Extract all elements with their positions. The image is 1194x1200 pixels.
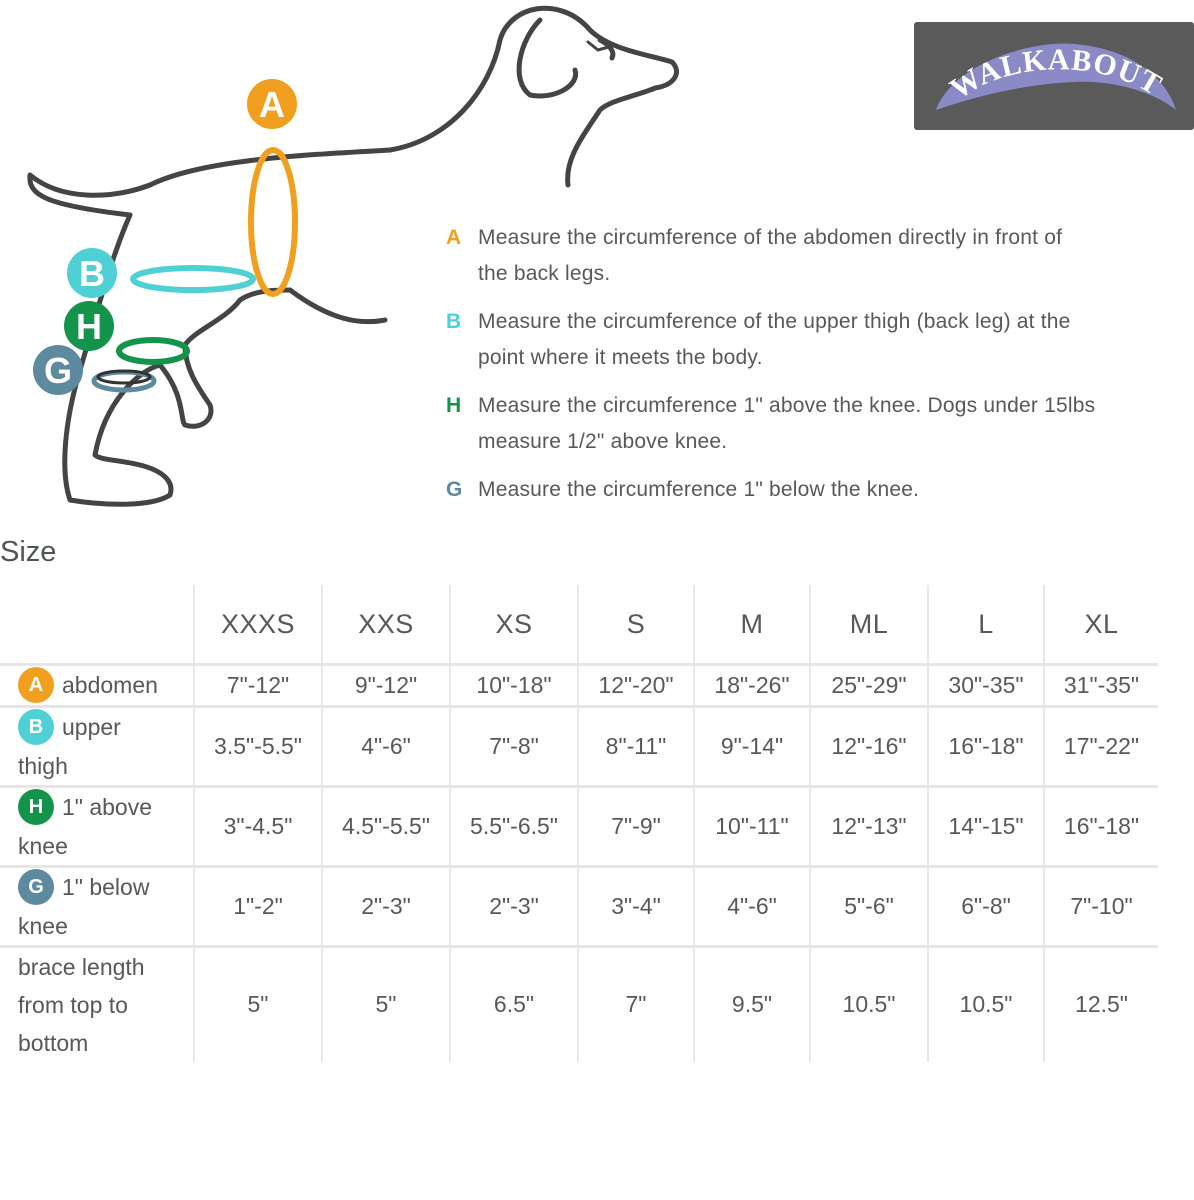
table-cell: 5"-6": [810, 866, 928, 946]
table-cell: 7"-10": [1044, 866, 1158, 946]
table-cell: 7"-8": [450, 706, 578, 786]
table-cell: 8"-11": [578, 706, 694, 786]
table-cell: 5.5"-6.5": [450, 786, 578, 866]
header-size: XXXS: [194, 585, 322, 665]
instruction-a: [446, 220, 1186, 292]
instruction-line: Measure the circumference 1" below the knee.: [478, 478, 920, 501]
table-cell: 12.5": [1044, 946, 1158, 1062]
instruction-line: Measure the circumference of the upper thigh (back leg) at the: [478, 310, 1071, 333]
instruction-h: [446, 388, 1186, 460]
row-label: [0, 866, 194, 946]
row-label-text: abdomen: [62, 672, 158, 698]
badge-h: [64, 301, 114, 351]
table-cell: 10.5": [810, 946, 928, 1062]
table-cell: 4"-6": [322, 706, 450, 786]
table-cell: 9"-14": [694, 706, 810, 786]
header-size: XXS: [322, 585, 450, 665]
table-cell: 4.5"-5.5": [322, 786, 450, 866]
header-size: XS: [450, 585, 578, 665]
boomerang-logo-graphic: [914, 22, 1194, 130]
table-cell: 30"-35": [928, 665, 1044, 707]
table-cell: 5": [194, 946, 322, 1062]
instruction-line: point where it meets the body.: [478, 346, 763, 369]
row-label: [0, 786, 194, 866]
table-cell: 12"-13": [810, 786, 928, 866]
above-knee-loop: [119, 340, 187, 362]
table-row-brace-length: [0, 946, 1158, 1062]
table-cell: 31"-35": [1044, 665, 1158, 707]
row-label-text: 1" above: [62, 793, 153, 820]
instruction-text: [478, 472, 919, 508]
instruction-text: [478, 304, 1071, 376]
measurement-instructions: [446, 220, 1186, 520]
badge-a-icon: A: [18, 667, 54, 703]
table-cell: 18"-26": [694, 665, 810, 707]
row-label-text: brace length: [18, 953, 145, 980]
badge-g: [33, 345, 83, 395]
row-label: [0, 706, 194, 786]
row-label: [0, 665, 194, 707]
table-cell: 2"-3": [450, 866, 578, 946]
row-label-text: bottom: [18, 1029, 89, 1056]
instruction-line: Measure the circumference of the abdomen directly in front of: [478, 226, 1063, 249]
table-cell: 12"-20": [578, 665, 694, 707]
table-cell: 6.5": [450, 946, 578, 1062]
instruction-line: the back legs.: [478, 262, 611, 285]
svg-text:G: G: [43, 350, 73, 391]
row-label-text: knee: [18, 832, 68, 859]
header-size: L: [928, 585, 1044, 665]
table-cell: 2"-3": [322, 866, 450, 946]
table-cell: 7": [578, 946, 694, 1062]
instruction-text: [478, 388, 1095, 460]
instruction-line: measure 1/2" above knee.: [478, 430, 728, 453]
table-row-above-knee: [0, 786, 1158, 866]
table-cell: 16"-18": [1044, 786, 1158, 866]
table-cell: 14"-15": [928, 786, 1044, 866]
badge-h-icon: H: [18, 789, 54, 825]
row-label-text: thigh: [18, 752, 68, 779]
header-size: ML: [810, 585, 928, 665]
table-cell: 7"-9": [578, 786, 694, 866]
logo-text: WALKABOUT: [944, 43, 1168, 106]
svg-text:A: A: [259, 84, 285, 125]
size-chart-table: [0, 585, 1158, 1062]
row-label: [0, 946, 194, 1062]
table-cell: 10"-11": [694, 786, 810, 866]
instruction-b: [446, 304, 1186, 376]
badge-b-icon: B: [18, 709, 54, 745]
table-row-upper-thigh: [0, 706, 1158, 786]
svg-text:B: B: [79, 253, 105, 294]
table-cell: 6"-8": [928, 866, 1044, 946]
dog-measurement-diagram: [0, 0, 430, 520]
table-row-abdomen: [0, 665, 1158, 707]
instruction-letter: G: [446, 478, 463, 501]
header-size: XL: [1044, 585, 1158, 665]
table-cell: 12"-16": [810, 706, 928, 786]
instruction-letter: A: [446, 226, 462, 249]
table-cell: 1"-2": [194, 866, 322, 946]
table-row-below-knee: [0, 866, 1158, 946]
table-header-row: [0, 585, 1158, 665]
table-cell: 9.5": [694, 946, 810, 1062]
instruction-g: [446, 472, 1186, 508]
table-cell: 5": [322, 946, 450, 1062]
table-cell: 4"-6": [694, 866, 810, 946]
svg-text:H: H: [76, 306, 102, 347]
badge-a: [247, 79, 297, 129]
instruction-line: Measure the circumference 1" above the knee. Dogs under 15lbs: [478, 394, 1096, 417]
badge-g-icon: G: [18, 869, 54, 905]
row-label-text: upper: [62, 713, 121, 740]
instruction-text: [478, 220, 1062, 292]
table-cell: 10"-18": [450, 665, 578, 707]
header-size: S: [578, 585, 694, 665]
table-cell: 7"-12": [194, 665, 322, 707]
table-cell: 10.5": [928, 946, 1044, 1062]
instruction-letter: H: [446, 394, 462, 417]
upper-thigh-loop: [133, 268, 253, 290]
instruction-letter: B: [446, 310, 462, 333]
walkabout-logo: [914, 22, 1194, 130]
table-cell: 3"-4": [578, 866, 694, 946]
table-cell: 25"-29": [810, 665, 928, 707]
row-label-text: knee: [18, 912, 68, 939]
size-heading: Size: [0, 536, 57, 568]
abdomen-loop: [251, 150, 295, 294]
table-cell: 9"-12": [322, 665, 450, 707]
badge-b: [67, 248, 117, 298]
table-cell: 17"-22": [1044, 706, 1158, 786]
header-size: M: [694, 585, 810, 665]
row-label-text: from top to: [18, 991, 128, 1018]
header-empty-cell: [0, 585, 194, 665]
table-cell: 16"-18": [928, 706, 1044, 786]
table-cell: 3"-4.5": [194, 786, 322, 866]
table-cell: 3.5"-5.5": [194, 706, 322, 786]
row-label-text: 1" below: [62, 873, 150, 900]
